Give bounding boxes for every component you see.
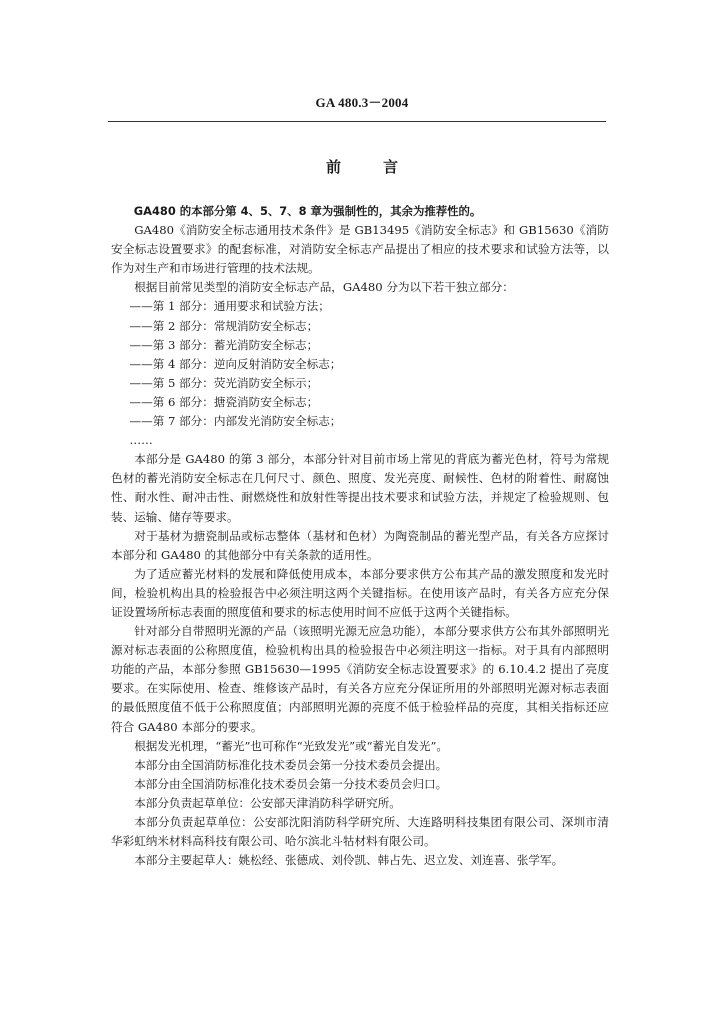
- section-title: 前言: [325, 158, 440, 176]
- paragraph: 根据目前常见类型的消防安全标志产品，GA480 分为以下若干独立部分：: [134, 280, 514, 295]
- paragraph: 本部分主要起草人：姚松经、张德成、刘伶凯、韩占先、迟立发、刘连喜、张学军。: [134, 853, 564, 868]
- list-item: ——第 7 部分：内部发光消防安全标志；: [129, 414, 342, 429]
- paragraph: 根据发光机理，“蓄光”也可称作“光致发光”或“蓄光自发光”。: [134, 738, 449, 753]
- paragraph: 对于基材为搪瓷制品或标志整体（基材和色材）为陶瓷制品的蓄光型产品，有关各方应探讨本部分和 GA480 的其他部分中有关条款的适用性。: [111, 528, 609, 562]
- list-item: ——第 6 部分：搪瓷消防安全标志；: [129, 394, 319, 409]
- paragraph: 针对部分自带照明光源的产品（该照明光源无应急功能），本部分要求供方公布其外部照明光源对标志表面的公称照度值，检验机构出具的检验报告中必须注明这一指标。对于具有内部照明功能的产品，本部分参照 GB15630—1995《消防安全标志设置要求》的 6.10.4.2 提出了亮度要求。在实际使用、检查、维修该产品时，有关各方应充分保证所用的外部照明光源对标志表面的最低照度值不低于公称照度值；内部照明光源的亮度不低于检验样品的亮度，其相关指标还应符合 GA480 本部分的要求。: [111, 624, 609, 734]
- list-item: ——第 4 部分：逆向反射消防安全标志；: [129, 356, 342, 371]
- list-ellipsis: ……: [129, 433, 153, 448]
- paragraph: 本部分由全国消防标准化技术委员会第一分技术委员会归口。: [134, 776, 448, 791]
- paragraph: 本部分由全国消防标准化技术委员会第一分技术委员会提出。: [134, 757, 448, 772]
- paragraph: 为了适应蓄光材料的发展和降低使用成本，本部分要求供方公布其产品的激发照度和发光时间，检验机构出具的检验报告中必须注明这两个关键指标。在使用该产品时，有关各方应充分保证设置场所标志表面的照度值和要求的标志使用时间不应低于这两个关键指标。: [111, 566, 609, 619]
- paragraph: 本部分负责起草单位：公安部天津消防科学研究所。: [134, 795, 401, 810]
- list-item: ——第 2 部分：常规消防安全标志；: [129, 318, 319, 333]
- body-text: [111, 202, 609, 870]
- paragraph: 本部分是 GA480 的第 3 部分，本部分针对目前市场上常见的背底为蓄光色材，符号为常规色材的蓄光消防安全标志在几何尺寸、颜色、照度、发光亮度、耐候性、色材的附着性、耐腐蚀性、耐水性、耐冲击性、耐燃烧性和放射性等提出技术要求和试验方法，并规定了检验规则、包装、运输、储存等要求。: [111, 452, 609, 524]
- list-item: ——第 3 部分：蓄光消防安全标志；: [129, 337, 319, 352]
- mandatory-chapters-statement: GA480 的本部分第 4、5、7、8 章为强制性的，其余为推荐性的。: [133, 204, 482, 218]
- header-divider: [108, 121, 606, 122]
- list-item: ——第 1 部分：通用要求和试验方法；: [129, 299, 330, 314]
- list-item: ——第 5 部分：荧光消防安全标示；: [129, 375, 319, 390]
- standard-code: GA 480.3－2004: [315, 95, 409, 110]
- paragraph: 本部分负责起草单位：公安部沈阳消防科学研究所、大连路明科技集团有限公司、深圳市清华彩虹纳米材料高科技有限公司、哈尔滨北斗牯材料有限公司。: [111, 815, 609, 849]
- paragraph: GA480《消防安全标志通用技术条件》是 GB13495《消防安全标志》和 GB15630《消防安全标志设置要求》的配套标准，对消防安全标志产品提出了相应的技术要求和试验方法等，以作为对生产和市场进行管理的技术法规。: [111, 223, 609, 276]
